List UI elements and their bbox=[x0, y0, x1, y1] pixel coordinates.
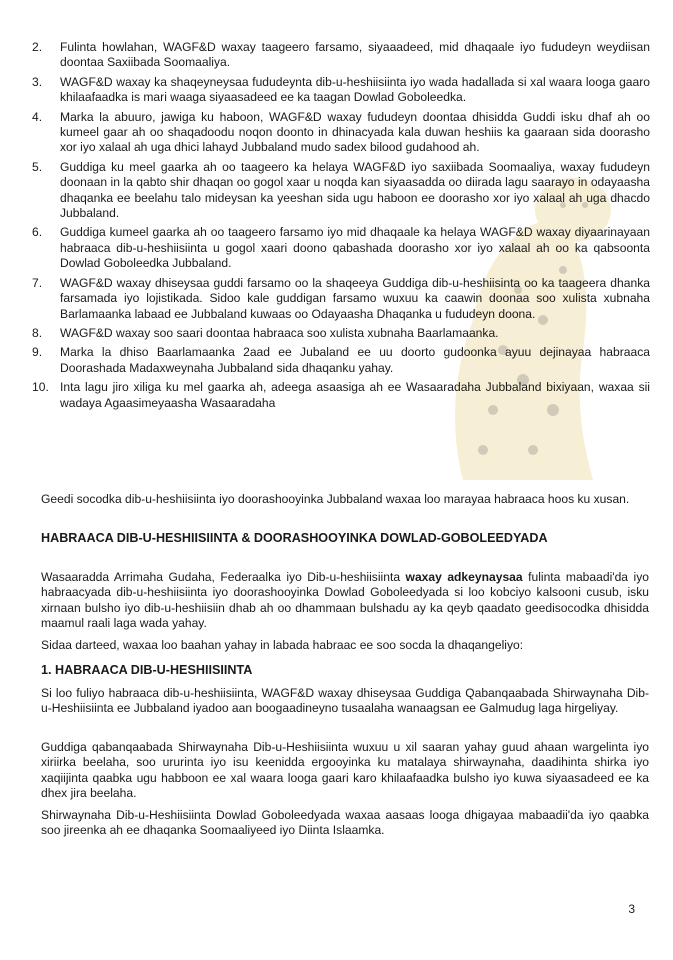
section-heading: HABRAACA DIB-U-HESHIISIINTA & DOORASHOOYINKA DOWLAD-GOBOLEEDYADA bbox=[41, 531, 548, 545]
list-item bbox=[30, 276, 650, 322]
sidaa-paragraph: Sidaa darteed, waxaa loo baahan yahay in labada habraac ee soo socda la dhaqangeliyo: bbox=[41, 638, 524, 652]
list-item bbox=[30, 75, 650, 106]
list-number: 6. bbox=[32, 225, 43, 240]
list-text: Guddiga ku meel gaarka ah oo taageero ka helaya WAGF&D iyo saxiibada Soomaaliya, waxay fududeyn doonaan in la qabto shir dhaqan oo gogol xaar u noqda kan siyaasadda oo diirada lagu saarayo in odayaasha dhaqanka ee beelahu talo mideysan ka yeeshan sida ugu haboon ee doorasho xor iyo xalaal ah uga dhacdo Jubbaland. bbox=[60, 159, 650, 221]
list-item bbox=[30, 380, 650, 411]
list-item bbox=[30, 345, 650, 376]
list-number: 7. bbox=[32, 275, 43, 290]
list-item bbox=[30, 326, 650, 341]
list-text: WAGF&D waxay ka shaqeyneysaa fududeynta dib-u-heshiisiinta iyo wada hadallada si xal waara looga gaaro khilaafaadka is mari waaga siyaasadeed ee ka taagan Dowlad Goboleedka. bbox=[60, 74, 650, 105]
subsection-heading: 1. HABRAACA DIB-U-HESHIISIINTA bbox=[41, 663, 253, 677]
ministry-text-bold: waxay adkeynaysaa bbox=[405, 570, 523, 584]
list-text: WAGF&D waxay dhiseysaa guddi farsamo oo la shaqeeya Guddiga dib-u-heshiisinta oo ka taageera dhanka farsamada iyo lojistikada. Sidoo kale guddigan farsamo wuxuu ka caawin doonaa soo xulista xubnaha Barlamaanka labaad ee Jubbaland kuwaas oo Odayaasha Dhaqanka u fududeyn doona. bbox=[60, 275, 650, 321]
list-number: 2. bbox=[32, 40, 43, 54]
list-text: Inta lagu jiro xiliga ku mel gaarka ah, adeega asaasiga ah ee Wasaaradaha Jubbaland bixiyaan, waxaa sii wadaya Agaasimeyaasha Wasaaradaha bbox=[60, 380, 650, 410]
paragraph-committee: Si loo fuliyo habraaca dib-u-heshiisiinta, WAGF&D waxay dhiseysaa Guddiga Qabanqaabada Shirwaynaha Dib-u-Heshiisiinta ee Jubbaland iyadoo aan boogaadineyno tusaalaha wanaagsan ee Galmudug laga hirgeliyay. bbox=[41, 686, 649, 716]
list-text: WAGF&D waxay soo saari doontaa habraaca soo xulista xubnaha Baarlamaanka. bbox=[60, 325, 499, 340]
paragraph-conference-basis: Shirwaynaha Dib-u-Heshiisiinta Dowlad Goboleedyada waxaa aasaas looga dhigayaa mabaadii'da iyo qaabka soo jireenka ah ee dhaqanka Soomaaliyeed iyo Diinta Islaamka. bbox=[41, 808, 649, 838]
paragraph-committee-duties: Guddiga qabanqaabada Shirwaynaha Dib-u-Heshiisiinta wuxuu u xil saaran yahay guud ahaan wargelinta iyo xiriirka beelaha, soo ururinta iyo isu keenidda ergooyinka ku matalaya shirwaynaha, daadihinta shirka iyo xaqiijinta qaabka ugu habboon ee xal waara looga gaari karo khilaafaadka bulsho iyo kuwa siyaasadeed ee ka dhex jira beelaha. bbox=[41, 740, 649, 801]
list-item bbox=[30, 225, 650, 271]
ministry-text-end: fulinta mabaadi'da iyo habraacyada dib-u-heshiisiinta iyo doorashooyinka Dowlad Goboleedyada si loo kobciyo kalsooni cusub, isku xirnaan bulsho iyo dib-u-heshiisiin dhab ah oo dhammaan bulshadu ay ka qeyb qaadato geedisocodka dhisidda maamul raali laga wada yahay. bbox=[41, 570, 649, 631]
list-item bbox=[30, 110, 650, 156]
list-number: 8. bbox=[32, 325, 43, 340]
list-item bbox=[30, 160, 650, 222]
list-text: Guddiga kumeel gaarka ah oo taageero farsamo iyo mid dhaqaale ka helaya WAGF&D waxay diyaarinayaan habraaca dib-u-heshiisiinta u gogol xaari doono qabashada doorasho xor iyo xalaal ah oo ka qabsoonta Dowlad Goboleedka Jubbaland. bbox=[60, 225, 650, 271]
numbered-list bbox=[30, 40, 650, 415]
list-text: Marka la dhiso Baarlamaanka 2aad ee Jubaland ee uu doorto gudoonka ayuu dejinayaa habraaca Doorashada Madaxweynaha Jubbaland sida dhaqanku yahay. bbox=[60, 345, 650, 375]
page-number: 3 bbox=[628, 902, 635, 916]
intro-paragraph: Geedi socodka dib-u-heshiisiinta iyo doorashooyinka Jubbaland waxaa loo marayaa habraaca hoos ku xusan. bbox=[41, 492, 630, 506]
list-item bbox=[30, 40, 650, 71]
list-number: 3. bbox=[32, 74, 43, 89]
ministry-paragraph bbox=[41, 570, 649, 632]
list-number: 10. bbox=[32, 380, 49, 395]
ministry-text-start: Wasaaradda Arrimaha Gudaha, Federaalka iyo Dib-u-heshiisiinta bbox=[41, 570, 401, 584]
list-number: 5. bbox=[32, 159, 43, 174]
list-number: 4. bbox=[32, 109, 43, 124]
list-number: 9. bbox=[32, 345, 43, 360]
list-text: Fulinta howlahan, WAGF&D waxay taageero farsamo, siyaaadeed, mid dhaqaale iyo fududeyn weydiisan doontaa Saxiibada Soomaaliya. bbox=[60, 40, 650, 70]
list-text: Marka la abuuro, jawiga ku haboon, WAGF&D waxay fududeyn doontaa dhisidda Guddi isku dhaf ah oo kumeel gaar ah oo shaqadoodu noqon doonto in dhinacyada kala duwan heshiis ka gaaraan sida doorasho xor iyo xalaal ah uga dhici lahayd Jubbaland mudo sadex bilood gudahood ah. bbox=[60, 109, 650, 155]
